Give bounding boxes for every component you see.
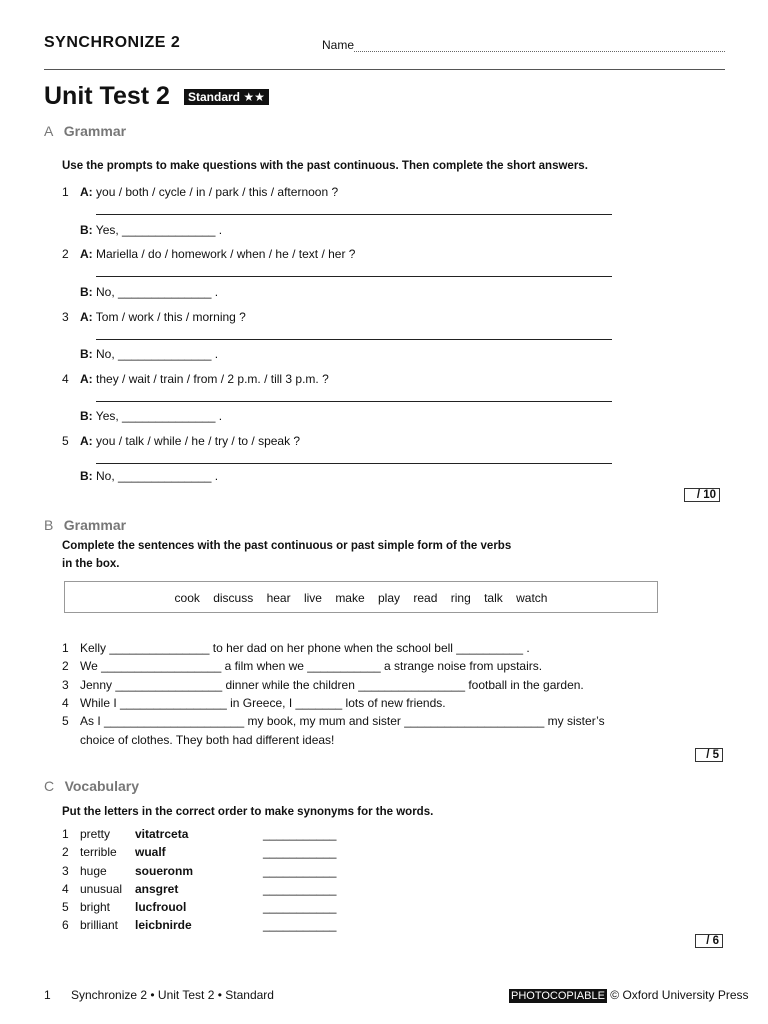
section-name: Grammar [63,517,127,533]
answer-blank[interactable]: ___________ [263,864,337,878]
speaker-label: B: [80,347,93,361]
word-list [65,591,657,605]
answer-blank[interactable]: ___________ [263,827,337,841]
footer-right [509,988,749,1002]
section-a-heading [44,123,126,141]
copyright-text: © Oxford University Press [610,988,749,1002]
speaker-label: A: [80,247,93,261]
word-box [64,581,658,613]
word-box-item: live [303,591,322,605]
short-answer [80,347,218,361]
word-box-item: talk [484,591,503,605]
section-a-score-box: / 10 [684,488,720,502]
answer-blank[interactable]: ___________ [263,918,337,932]
question-prompt [80,372,329,386]
word-box-item: make [335,591,365,605]
question-prompt [80,434,300,448]
anagram: soueronm [135,864,194,878]
section-a-instruction: Use the prompts to make questions with the past continuous. Then complete the short answers. [62,160,588,172]
word-box-item: read [413,591,438,605]
question-prompt [80,310,246,324]
synonym-word: brilliant [80,918,119,932]
prompt-text: they / wait / train / from / 2 p.m. / till 3 p.m. ? [96,372,329,386]
level-badge: Standard ★★ [184,89,269,105]
item-number: 3 [62,678,69,692]
word-box-item: hear [266,591,291,605]
item-number: 4 [62,696,69,710]
prompt-text: Mariella / do / homework / when / he / text / her ? [96,247,356,261]
item-number: 5 [62,900,69,914]
anagram: wualf [135,845,166,859]
short-answer [80,285,218,299]
brand-logo: SYNCHRONIZE 2 [44,34,181,51]
speaker-label: A: [80,372,93,386]
item-number: 2 [62,247,69,261]
footer-text: Synchronize 2 • Unit Test 2 • Standard [71,988,274,1002]
anagram: leicbnirde [135,918,192,932]
short-answer-text: No, ______________ . [96,469,219,483]
page-title: Unit Test 2 [44,82,170,110]
section-b-instruction-line-1: Complete the sentences with the past continuous or past simple form of the verbs [62,540,512,552]
item-number: 5 [62,434,69,448]
short-answer [80,469,218,483]
sentence-text: We __________________ a film when we ___________ a strange noise from upstairs. [80,659,543,673]
word-box-item: cook [174,591,200,605]
section-c-heading [44,778,139,796]
section-c-instruction: Put the letters in the correct order to make synonyms for the words. [62,806,434,818]
answer-blank[interactable]: ___________ [263,882,337,896]
name-field[interactable] [354,51,725,52]
short-answer-text: No, ______________ . [96,285,219,299]
word-box-item: discuss [213,591,254,605]
synonym-word: huge [80,864,107,878]
short-answer [80,223,222,237]
photocopiable-label: PHOTOCOPIABLE [511,990,605,1002]
answer-line[interactable] [96,214,612,215]
prompt-text: Tom / work / this / morning ? [95,310,246,324]
item-number: 2 [62,845,69,859]
section-letter: C [44,778,55,794]
answer-blank[interactable]: ___________ [263,900,337,914]
short-answer-text: Yes, ______________ . [95,409,223,423]
synonym-word: bright [80,900,111,914]
short-answer [80,409,222,423]
speaker-label: B: [80,469,93,483]
item-number: 1 [62,641,69,655]
answer-line[interactable] [96,401,612,402]
anagram: vitatrceta [135,827,189,841]
section-b-instruction-line-2: in the box. [62,558,120,570]
question-prompt [80,247,355,261]
answer-line[interactable] [96,276,612,277]
speaker-label: B: [80,223,93,237]
word-box-item: play [378,591,401,605]
short-answer-text: No, ______________ . [96,347,219,361]
answer-line[interactable] [96,463,612,464]
item-number: 2 [62,659,69,673]
item-number: 5 [62,714,69,728]
item-number: 4 [62,372,69,386]
section-b-heading [44,517,126,535]
item-number: 1 [62,827,69,841]
sentence-text: Jenny ________________ dinner while the children ________________ football in the garden. [80,678,584,692]
word-box-item: ring [450,591,471,605]
question-prompt [80,185,338,199]
header-divider [44,69,725,70]
answer-blank[interactable]: ___________ [263,845,337,859]
anagram: lucfrouol [135,900,187,914]
sentence-text: As I _____________________ my book, my mum and sister _____________________ my sister’s [80,714,605,728]
item-number: 4 [62,882,69,896]
sentence-continuation: choice of clothes. They both had different ideas! [80,733,335,747]
prompt-text: you / both / cycle / in / park / this / afternoon ? [96,185,339,199]
item-number: 3 [62,864,69,878]
item-number: 3 [62,310,69,324]
speaker-label: A: [80,185,93,199]
sentence-text: Kelly _______________ to her dad on her phone when the school bell __________ . [80,641,530,655]
section-c-score-box: / 6 [695,934,723,948]
section-letter: A [44,123,54,139]
synonym-word: terrible [80,845,117,859]
speaker-label: A: [80,310,93,324]
section-letter: B [44,517,54,533]
item-number: 6 [62,918,69,932]
section-b-score-box: / 5 [695,748,723,762]
short-answer-text: Yes, ______________ . [95,223,223,237]
answer-line[interactable] [96,339,612,340]
speaker-label: B: [80,285,93,299]
word-box-item: watch [516,591,548,605]
speaker-label: A: [80,434,93,448]
section-name: Vocabulary [64,778,140,794]
speaker-label: B: [80,409,93,423]
section-name: Grammar [63,123,127,139]
synonym-word: unusual [80,882,123,896]
name-label: Name [322,38,355,52]
synonym-word: pretty [80,827,111,841]
page-number: 1 [44,988,51,1002]
anagram: ansgret [135,882,179,896]
sentence-text: While I ________________ in Greece, I _______ lots of new friends. [80,696,446,710]
prompt-text: you / talk / while / he / try / to / speak ? [96,434,301,448]
item-number: 1 [62,185,69,199]
